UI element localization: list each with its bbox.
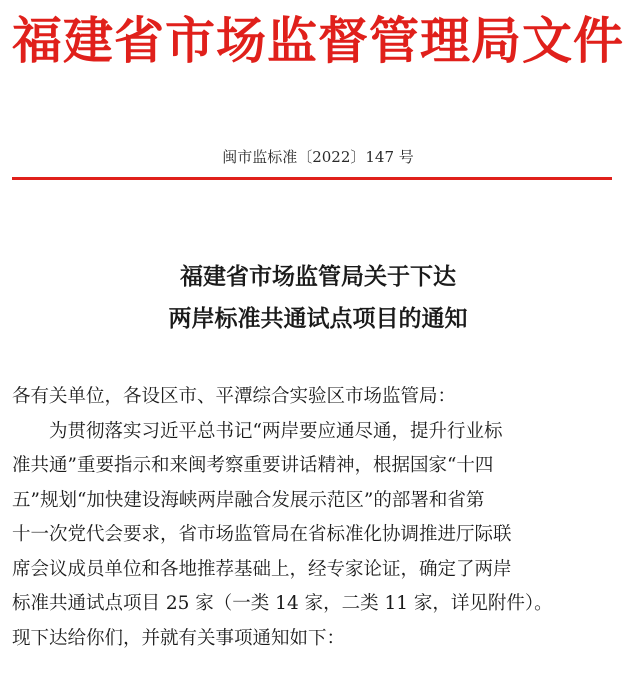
body-line: 五”规划“加快建设海峡两岸融合发展示范区”的部署和省第 xyxy=(12,489,485,511)
body-line: 十一次党代会要求，省市场监管局在省标准化协调推进厅际联 xyxy=(12,524,512,545)
title-line-2: 两岸标准共通试点项目的通知 xyxy=(168,305,468,332)
body-line: 现下达给你们，并就有关事项通知如下： xyxy=(12,627,346,649)
document-title xyxy=(0,256,636,340)
title-line-1: 福建省市场监管局关于下达 xyxy=(180,263,456,290)
body-text xyxy=(12,380,626,656)
salutation: 各有关单位，各设区市、平潭综合实验区市场监管局： xyxy=(12,386,457,407)
document-number: 闽市监标准〔2022〕147 号 xyxy=(222,148,414,166)
body-line: 为贯彻落实习近平总书记“两岸要应通尽通，提升行业标 xyxy=(49,420,503,442)
body-line: 准共通”重要指示和来闽考察重要讲话精神，根据国家“十四 xyxy=(12,455,494,476)
issuing-authority-header: 福建省市场监督管理局文件 xyxy=(12,11,624,70)
red-divider-line xyxy=(12,177,612,180)
body-line: 标准共通试点项目 25 家（一类 14 家，二类 11 家，详见附件）。 xyxy=(12,593,553,614)
body-line: 席会议成员单位和各地推荐基础上，经专家论证，确定了两岸 xyxy=(12,558,512,580)
